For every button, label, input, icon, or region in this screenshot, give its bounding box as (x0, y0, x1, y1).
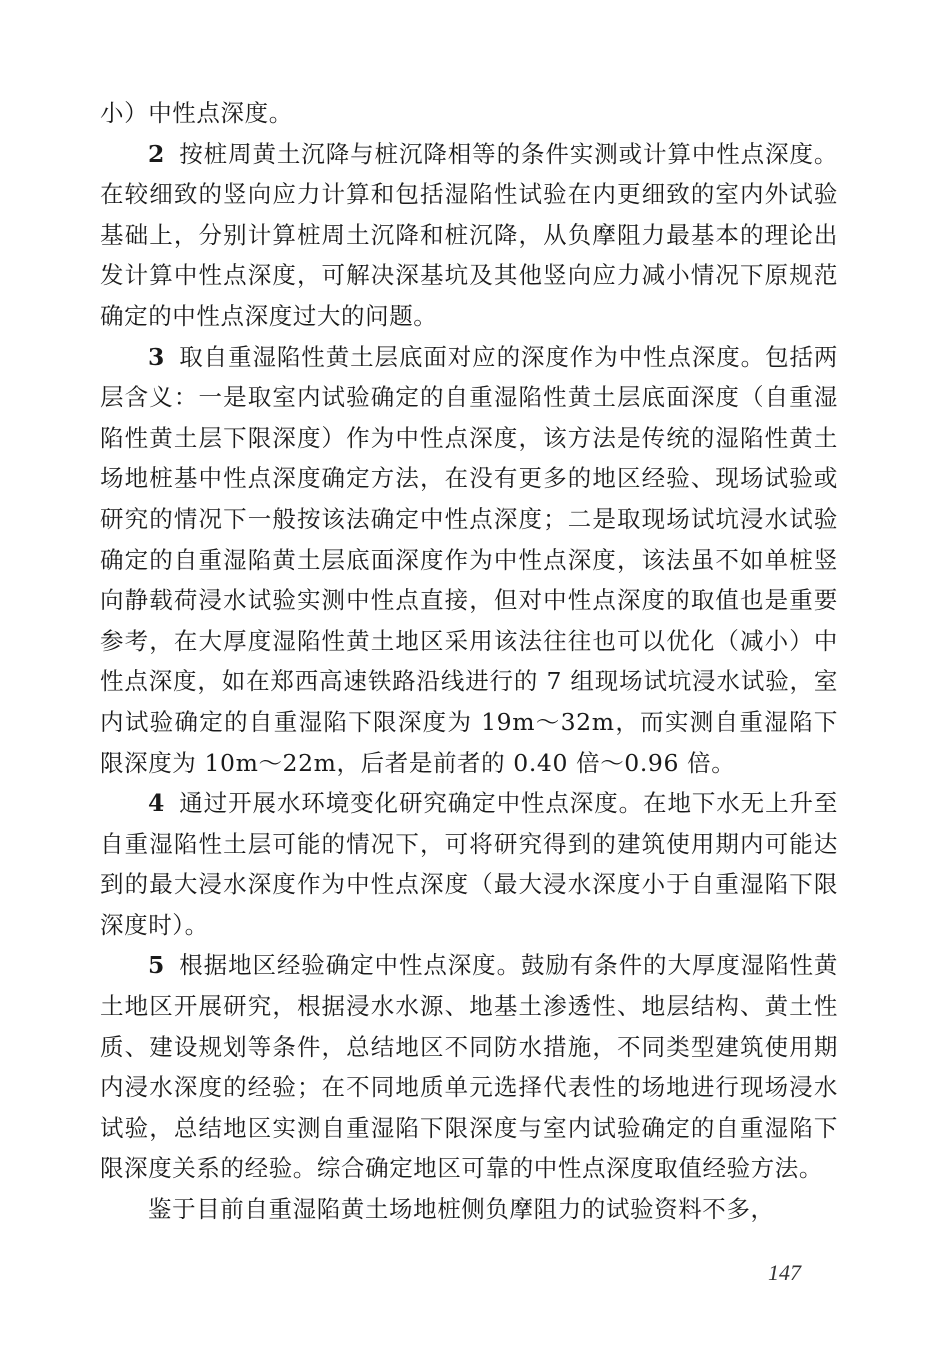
text-body (100, 93, 838, 1230)
paragraph-text: 按桩周黄土沉降与桩沉降相等的条件实测或计算中性点深度。在较细致的竖向应力计算和包括湿陷性试验在内更细致的室内外试验基础上，分别计算桩周土沉降和桩沉降，从负摩阻力最基本的理论出发计算中性点深度，可解决深基坑及其他竖向应力减小情况下原规范确定的中性点深度过大的问题。 (100, 139, 838, 330)
paragraph-continuation (100, 93, 838, 134)
paragraph-text: 通过开展水环境变化研究确定中性点深度。在地下水无上升至自重湿陷性土层可能的情况下，可将研究得到的建筑使用期内可能达到的最大浸水深度作为中性点深度（最大浸水深度小于自重湿陷下限深度时）。 (100, 789, 838, 939)
paragraph-item-2 (100, 134, 838, 337)
page-number: 147 (768, 1260, 801, 1285)
paragraph-text: 根据地区经验确定中性点深度。鼓励有条件的大厚度湿陷性黄土地区开展研究，根据浸水水源、地基土渗透性、地层结构、黄土性质、建设规划等条件，总结地区不同防水措施，不同类型建筑使用期内浸水深度的经验；在不同地质单元选择代表性的场地进行现场浸水试验，总结地区实测自重湿陷下限深度与室内试验确定的自重湿陷下限深度关系的经验。综合确定地区可靠的中性点深度取值经验方法。 (100, 951, 838, 1183)
paragraph-item-5 (100, 945, 838, 1189)
item-number: 4 (148, 789, 165, 818)
item-number: 2 (148, 139, 165, 168)
paragraph-text: 鉴于目前自重湿陷黄土场地桩侧负摩阻力的试验资料不多， (148, 1195, 775, 1224)
paragraph-trailing (100, 1189, 838, 1230)
paragraph-item-4 (100, 783, 838, 945)
paragraph-text: 小）中性点深度。 (100, 99, 293, 127)
paragraph-text: 取自重湿陷性黄土层底面对应的深度作为中性点深度。包括两层含义：一是取室内试验确定的自重湿陷性黄土层底面深度（自重湿陷性黄土层下限深度）作为中性点深度，该方法是传统的湿陷性黄土场地桩基中性点深度确定方法，在没有更多的地区经验、现场试验或研究的情况下一般按该法确定中性点深度；二是取现场试坑浸水试验确定的自重湿陷黄土层底面深度作为中性点深度，该法虽不如单桩竖向静载荷浸水试验实测中性点直接，但对中性点深度的取值也是重要参考，在大厚度湿陷性黄土地区采用该法往往也可以优化（减小）中性点深度，如在郑西高速铁路沿线进行的 7 组现场试坑浸水试验，室内试验确定的自重湿陷下限深度为 19m～32m，而实测自重湿陷下限深度为 10m～22m，后者是前者的 0.40 倍～0.96 倍。 (100, 342, 838, 777)
paragraph-item-3 (100, 337, 838, 784)
item-number: 3 (148, 342, 165, 371)
item-number: 5 (148, 951, 165, 980)
